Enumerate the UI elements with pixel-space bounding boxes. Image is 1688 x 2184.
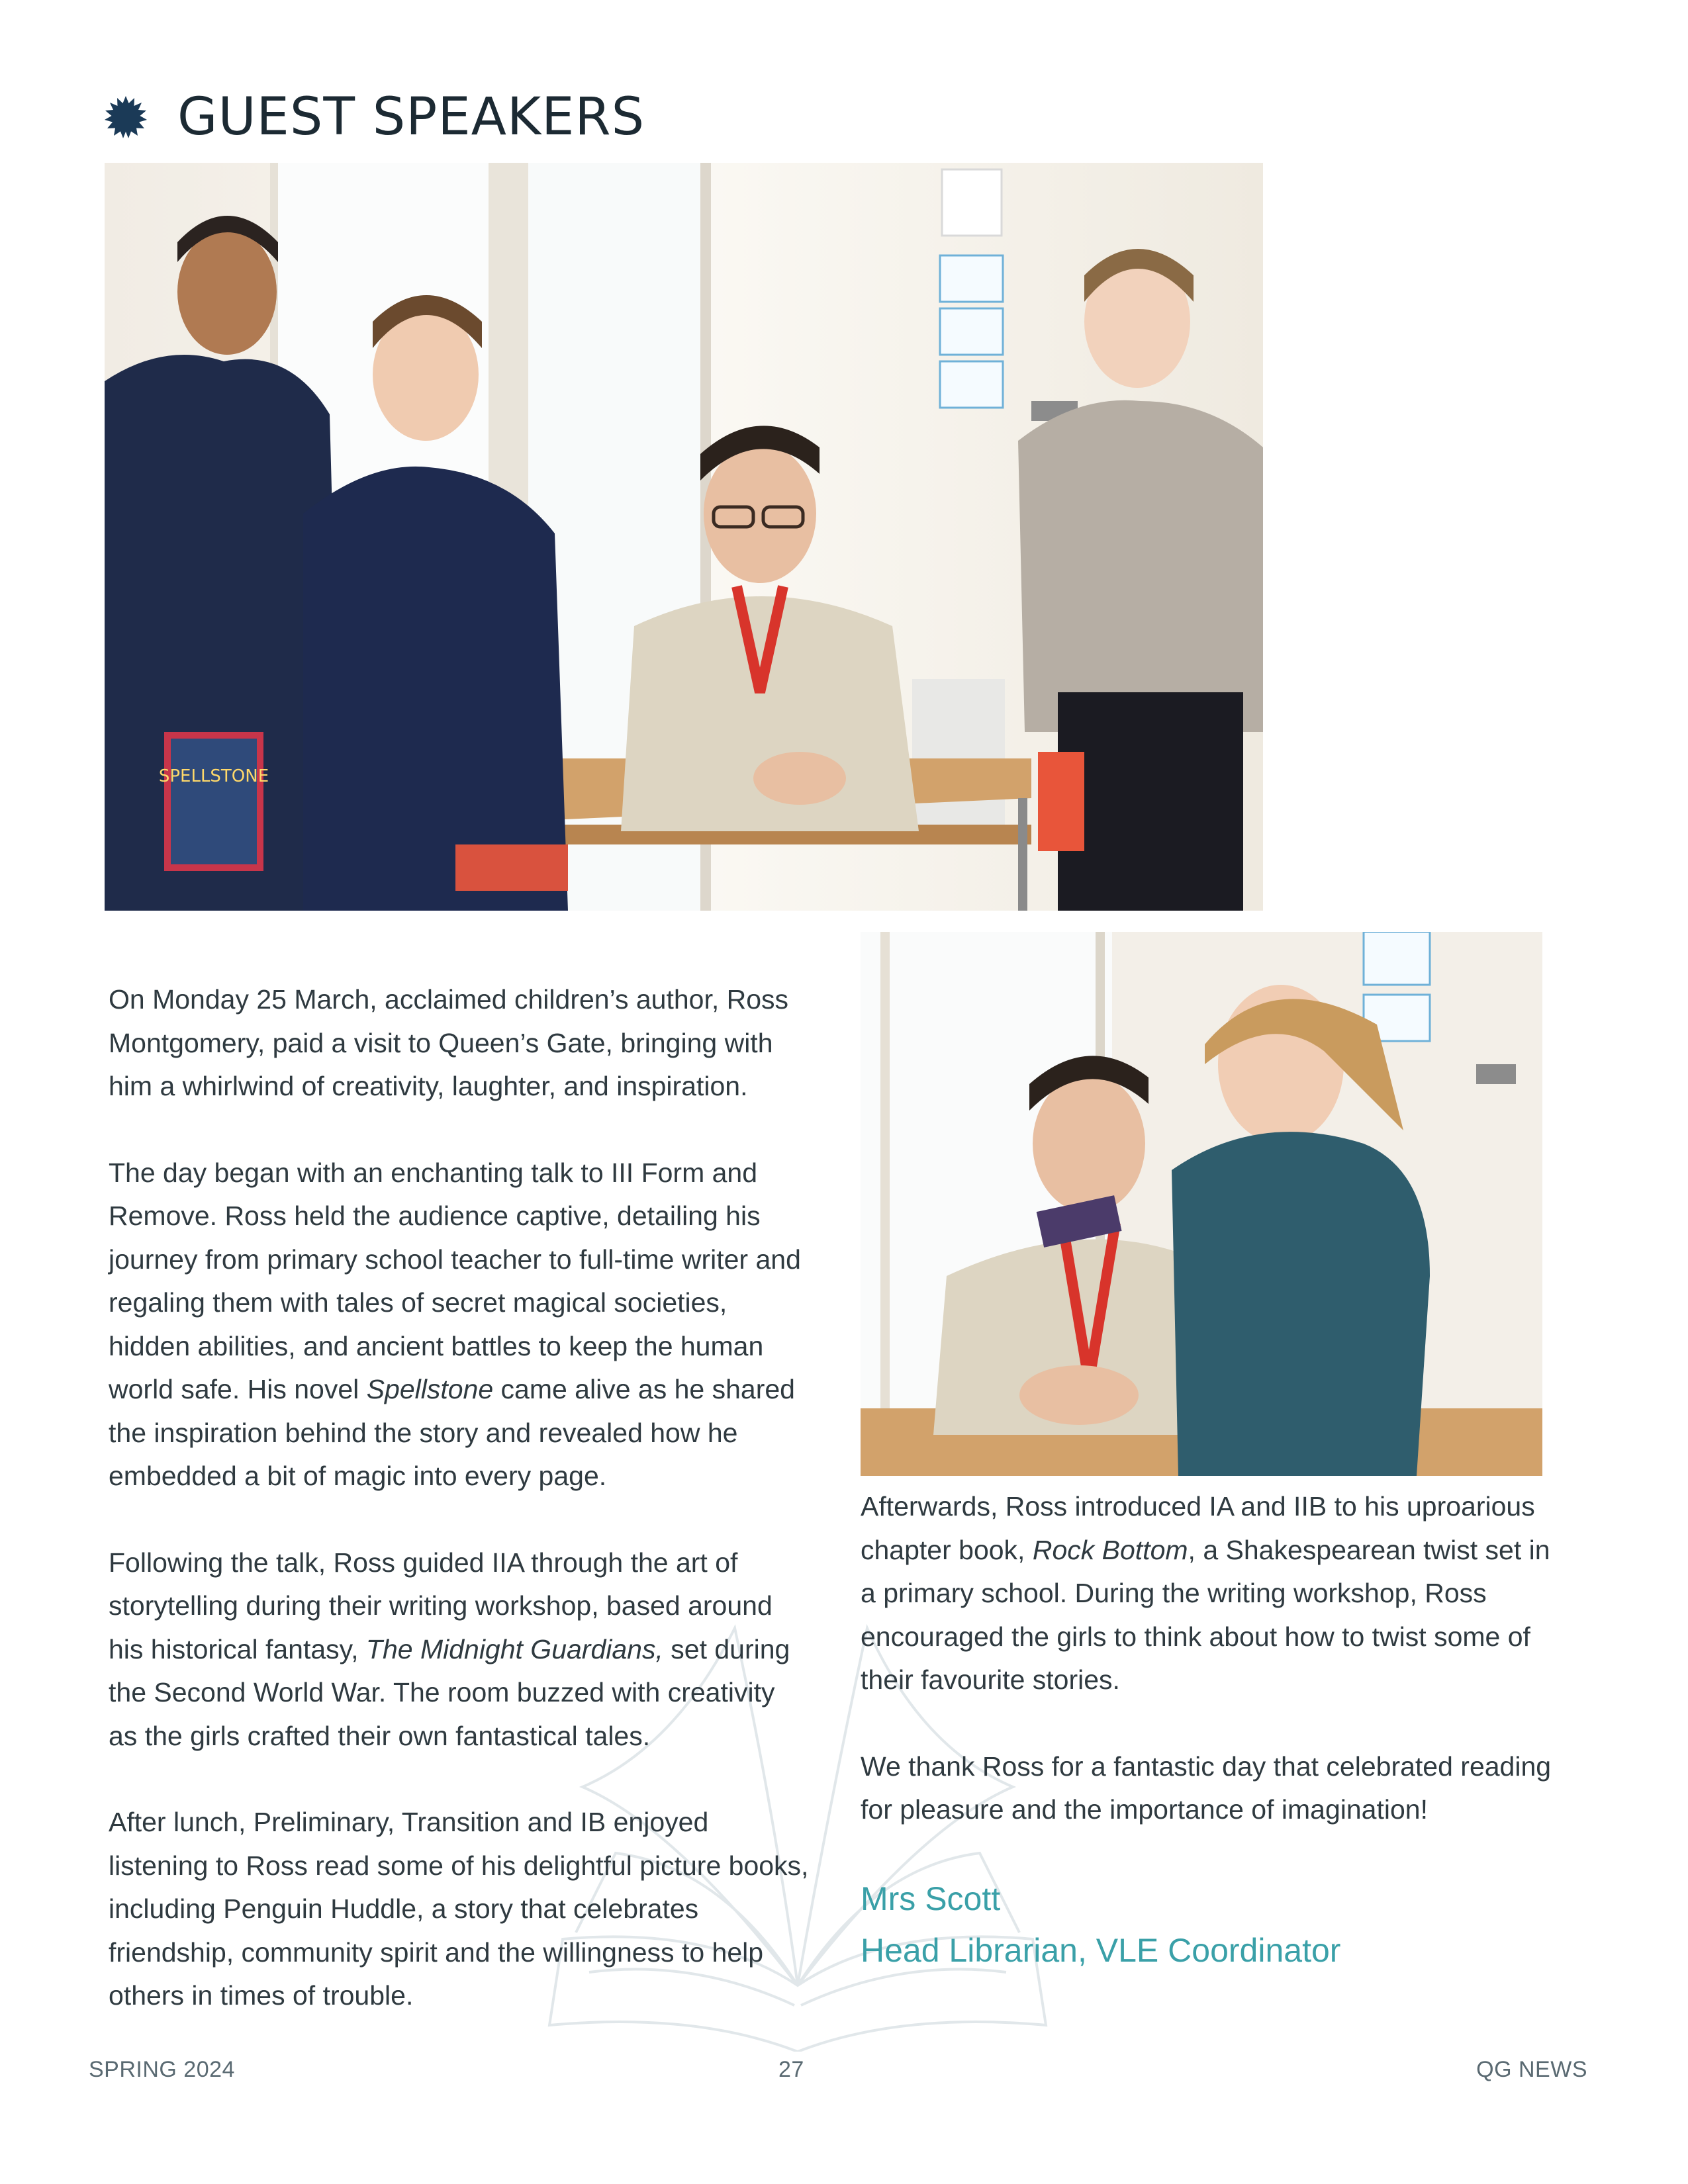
book-title: The Midnight Guardians, [365, 1633, 663, 1664]
book-title: Spellstone [366, 1374, 494, 1404]
section-heading [105, 87, 645, 147]
footer-publication: QG NEWS [1476, 2057, 1587, 2082]
starburst-icon [105, 96, 147, 138]
signature-name: Mrs Scott [861, 1880, 1001, 1917]
article-left-column [109, 978, 810, 2061]
book-title: Rock Bottom [1032, 1534, 1188, 1565]
footer-issue: SPRING 2024 [89, 2057, 235, 2082]
page-title: GUEST SPEAKERS [177, 87, 645, 147]
paragraph: Afterwards, Ross introduced IA and IIB to his uproarious chapter book, Rock Bottom, a Shakespearean twist set in a primary school. During the writing workshop, Ross encouraged the girls to think about how to twist some of their favourite stories. [861, 1491, 1550, 1695]
article-right-column [861, 1485, 1562, 1875]
book-cover-text: SPELLSTONE [158, 766, 269, 786]
photo-author-with-students [105, 163, 1263, 911]
page-number: 27 [778, 2057, 804, 2082]
paragraph: Following the talk, Ross guided IIA through the art of storytelling during their writing workshop, based around his historical fantasy, The Midnight Guardians, set during the Second World War. The room buzzed with creativity as the girls crafted their own fantastical tales. [109, 1547, 790, 1751]
paragraph: On Monday 25 March, acclaimed children’s author, Ross Montgomery, paid a visit to Queen’s Gate, bringing with him a whirlwind of creativity, laughter, and inspiration. [109, 984, 789, 1101]
paragraph: The day began with an enchanting talk to III Form and Remove. Ross held the audience captive, detailing his journey from primary school teacher to full-time writer and regaling them with tales of secret magical societies, hidden abilities, and ancient battles to keep the human world safe. His novel Spellstone came alive as he shared the inspiration behind the story and revealed how he embedded a bit of magic into every page. [109, 1157, 801, 1491]
photo-author-with-student [861, 932, 1542, 1476]
signature-role: Head Librarian, VLE Coordinator [861, 1932, 1341, 1969]
signature [861, 1873, 1340, 1976]
paragraph: After lunch, Preliminary, Transition and IB enjoyed listening to Ross read some of his delightful picture books, including Penguin Huddle, a story that celebrates friendship, community spirit and the willingness to help others in times of trouble. [109, 1807, 809, 2011]
paragraph: We thank Ross for a fantastic day that celebrated reading for pleasure and the importance of imagination! [861, 1751, 1552, 1825]
